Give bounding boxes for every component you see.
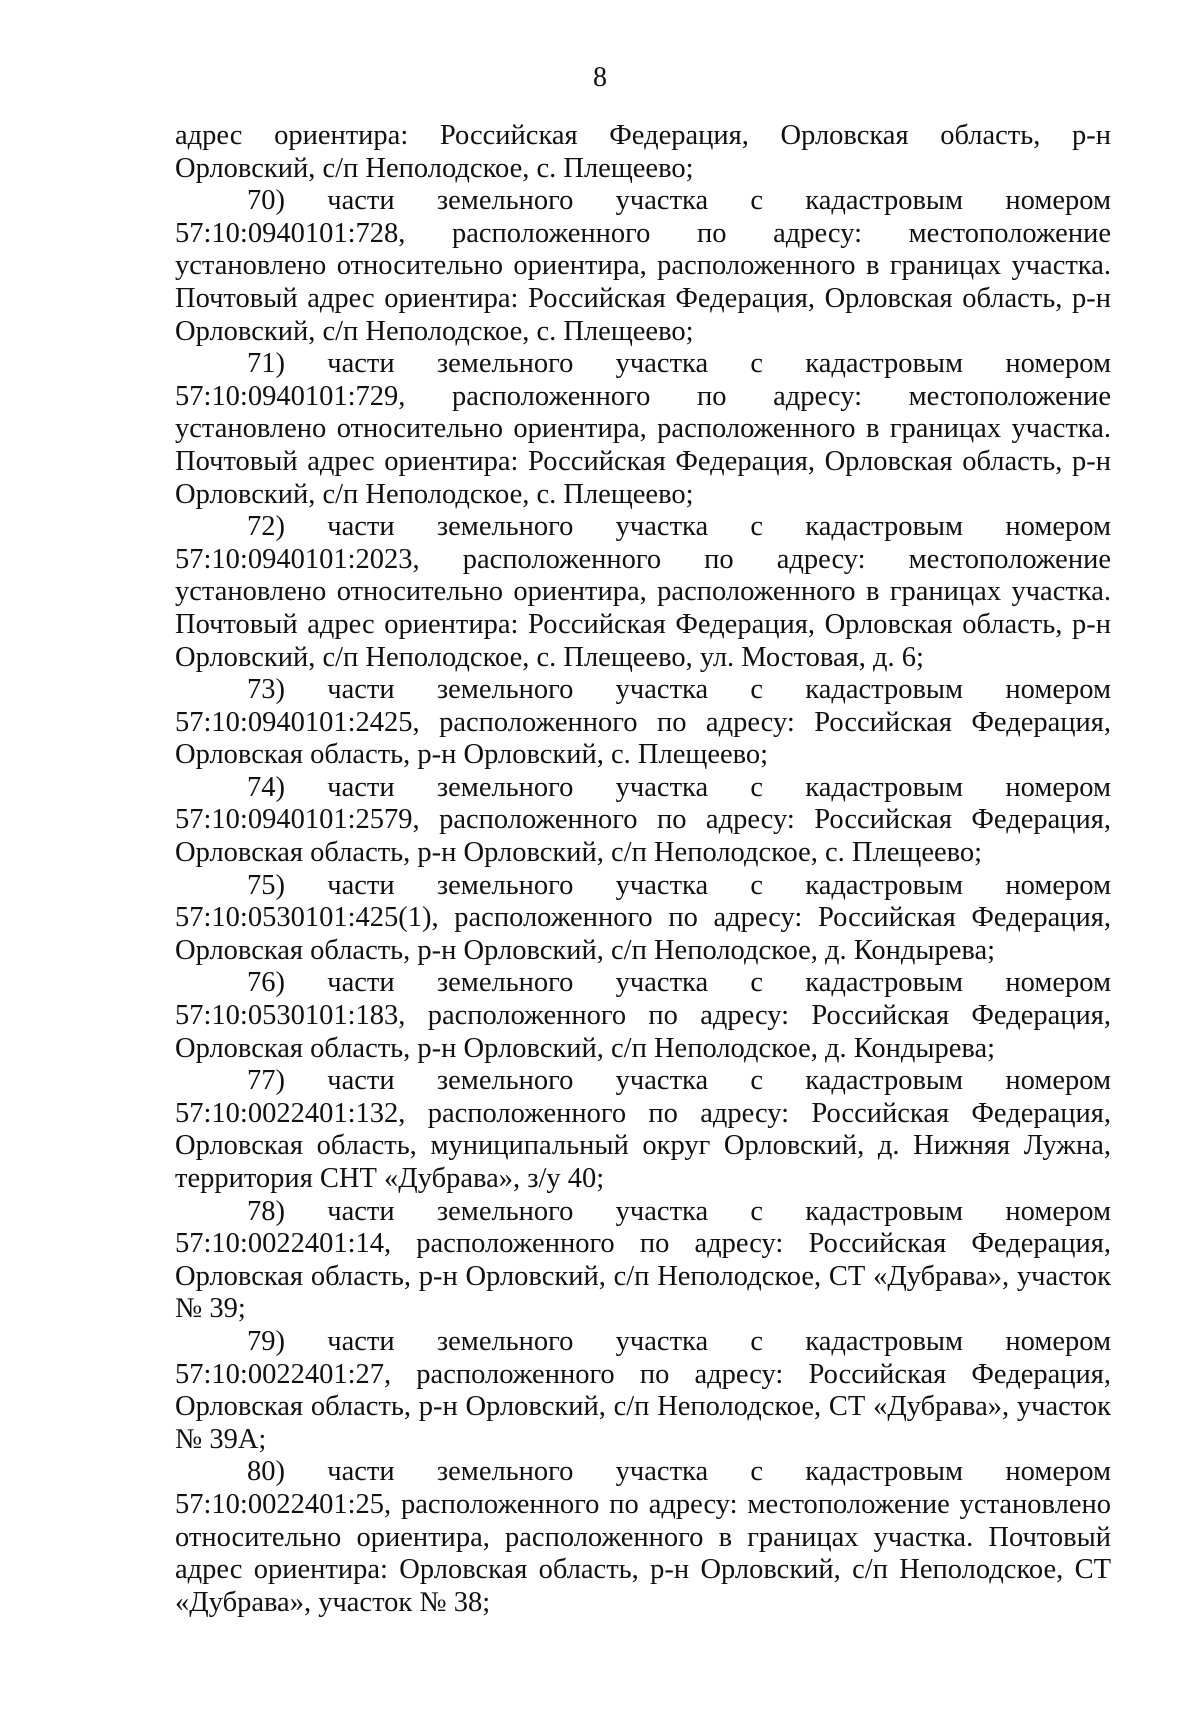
document-body: [175, 120, 1111, 1619]
list-item-75: 75) части земельного участка с кадастровым номером 57:10:0530101:425(1), расположенного по адресу: Российская Федерация, Орловская область, р-н Орловский, с/п Неполодское, д. Кондырева;: [175, 869, 1111, 966]
list-item-73: 73) части земельного участка с кадастровым номером 57:10:0940101:2425, расположенного по адресу: Российская Федерация, Орловская область, р-н Орловский, с. Плещеево;: [175, 674, 1111, 771]
list-item-80: 80) части земельного участка с кадастровым номером 57:10:0022401:25, расположенного по адресу: местоположение установлено относительно ориентира, расположенного в границах участка. Почтовый адрес ориентира: Орловская область, р-н Орловский, с/п Неполодское, СТ «Дубрава», участок № 38;: [175, 1456, 1111, 1618]
list-item-76: 76) части земельного участка с кадастровым номером 57:10:0530101:183, расположенного по адресу: Российская Федерация, Орловская область, р-н Орловский, с/п Неполодское, д. Кондырева;: [175, 967, 1111, 1064]
list-item-77: 77) части земельного участка с кадастровым номером 57:10:0022401:132, расположенного по адресу: Российская Федерация, Орловская область, муниципальный округ Орловский, д. Нижняя Лужна, территория СНТ «Дубрава», з/у 40;: [175, 1065, 1111, 1194]
list-item-74: 74) части земельного участка с кадастровым номером 57:10:0940101:2579, расположенного по адресу: Российская Федерация, Орловская область, р-н Орловский, с/п Неполодское, с. Плещеево;: [175, 771, 1111, 869]
list-item-78: 78) части земельного участка с кадастровым номером 57:10:0022401:14, расположенного по адресу: Российская Федерация, Орловская область, р-н Орловский, с/п Неполодское, СТ «Дубрава», участок № 39;: [175, 1195, 1111, 1325]
list-item-71: 71) части земельного участка с кадастровым номером 57:10:0940101:729, расположенного по адресу: местоположение установлено относительно ориентира, расположенного в границах участка. Почтовый адрес ориентира: Российская Федерация, Орловская область, р-н Орловский, с/п Неполодское, с. Плещеево;: [175, 348, 1111, 510]
list-item-70: 70) части земельного участка с кадастровым номером 57:10:0940101:728, расположенного по адресу: местоположение установлено относительно ориентира, расположенного в границах участка. Почтовый адрес ориентира: Российская Федерация, Орловская область, р-н Орловский, с/п Неполодское, с. Плещеево;: [175, 185, 1111, 347]
list-item-79: 79) части земельного участка с кадастровым номером 57:10:0022401:27, расположенного по адресу: Российская Федерация, Орловская область, р-н Орловский, с/п Неполодское, СТ «Дубрава», участок № 39А;: [175, 1325, 1111, 1455]
paragraph-continuation: адрес ориентира: Российская Федерация, Орловская область, р-н Орловский, с/п Неполодское, с. Плещеево;: [175, 120, 1111, 184]
list-item-72: 72) части земельного участка с кадастровым номером 57:10:0940101:2023, расположенного по адресу: местоположение установлено относительно ориентира, расположенного в границах участка. Почтовый адрес ориентира: Российская Федерация, Орловская область, р-н Орловский, с/п Неполодское, с. Плещеево, ул. Мостовая, д. 6;: [175, 511, 1111, 673]
page-number: 8: [593, 62, 607, 93]
